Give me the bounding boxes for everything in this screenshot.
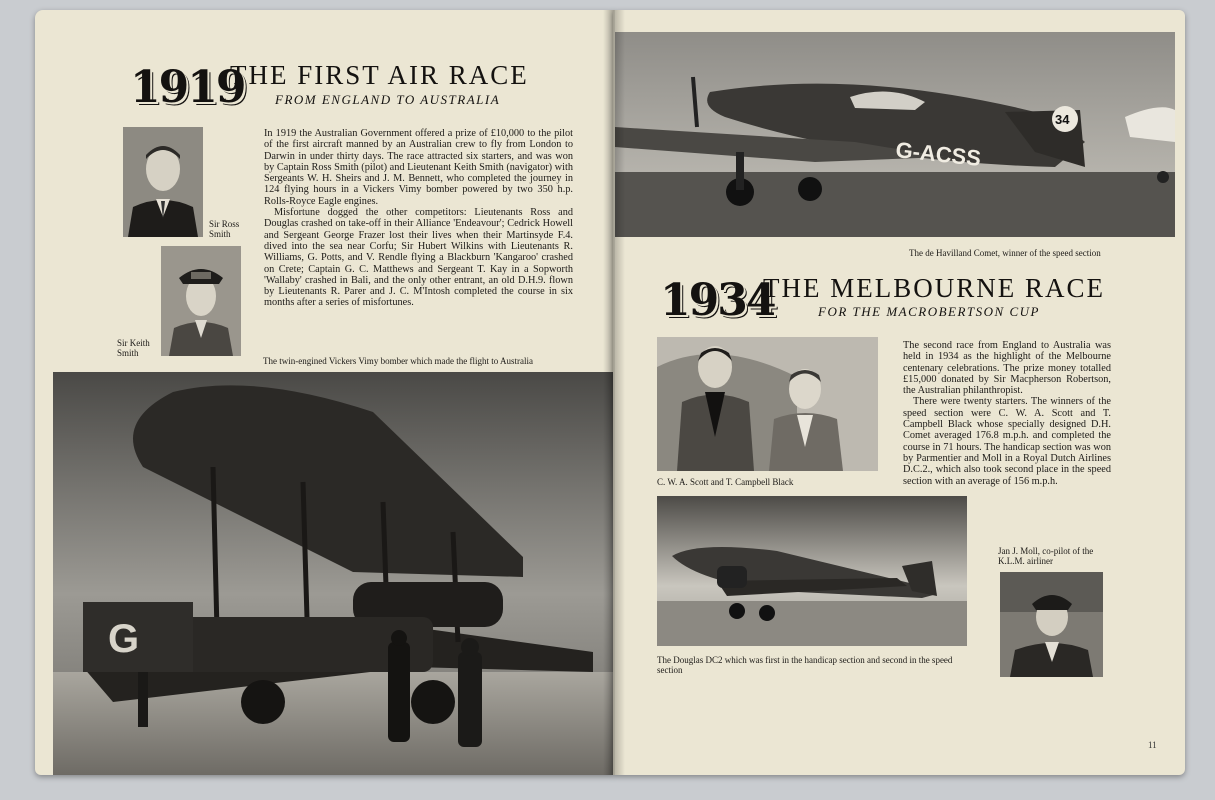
article-1934-text (903, 340, 1111, 487)
spine-gutter (603, 10, 625, 775)
page-subtitle-england-australia: FROM ENGLAND TO AUSTRALIA (275, 92, 501, 107)
vimy-registration-marking: G (108, 617, 140, 661)
portrait-jan-moll (1000, 572, 1103, 677)
photo-vickers-vimy (53, 372, 613, 775)
caption-jan-moll: Jan J. Moll, co-pilot of the K.L.M. airliner (998, 546, 1094, 566)
caption-keith-smith: Sir Keith Smith (117, 338, 150, 358)
caption-comet: The de Havilland Comet, winner of the speed section (909, 248, 1101, 258)
article-1934-paragraph-2: There were twenty starters. The winners of the speed section were C. W. A. Scott and T. Campbell Black whose specially designed D.H. Comet averaged 176.8 m.p.h. and completed the course in 71 hours. The handicap section was won by Parmentier and Moll in a Royal Dutch Airlines D.C.2., which also took second place in the speed section with an average of 156 m.p.h. (903, 396, 1111, 487)
magazine-spread (35, 10, 1185, 775)
photo-de-havilland-comet (615, 32, 1175, 237)
photo-scott-and-black (657, 337, 878, 471)
portrait-ross-smith-image (123, 127, 203, 237)
portrait-ross-smith (123, 127, 203, 237)
comet-race-number: 34 (1055, 112, 1070, 127)
year-1919: 1919 (130, 62, 245, 113)
vickers-vimy-bomber-image (53, 372, 613, 775)
douglas-dc2-image (657, 496, 967, 646)
portrait-keith-smith-image (161, 246, 241, 356)
portrait-jan-moll-image (1000, 572, 1103, 677)
page-title-melbourne-race: THE MELBOURNE RACE (763, 273, 1105, 303)
article-1934-paragraph-1: The second race from England to Australia was held in 1934 as the highlight of the Melbourne centenary celebrations. The prize money totalled £15,000 donated by Sir Macpherson Robertson, the Australian philanthropist. (903, 340, 1111, 397)
de-havilland-comet-image (615, 32, 1175, 237)
comet-registration: G-ACSS (894, 137, 983, 171)
scott-and-black-image (657, 337, 878, 471)
right-page (613, 10, 1185, 775)
year-1934: 1934 (660, 275, 775, 326)
page-number: 11 (1148, 740, 1157, 750)
caption-douglas-dc2: The Douglas DC2 which was first in the handicap section and second in the speed section (657, 655, 953, 675)
left-page (35, 10, 613, 775)
portrait-keith-smith (161, 246, 241, 356)
photo-douglas-dc2 (657, 496, 967, 646)
caption-vickers-vimy: The twin-engined Vickers Vimy bomber which made the flight to Australia (263, 356, 534, 366)
article-1919-text (264, 128, 573, 309)
page-subtitle-macrobertson-cup: FOR THE MACROBERTSON CUP (818, 304, 1040, 319)
caption-scott-and-black: C. W. A. Scott and T. Campbell Black (657, 477, 794, 487)
article-1919-paragraph-1: In 1919 the Australian Government offered a prize of £10,000 to the pilot of the first aircraft manned by an Australian crew to fly from London to Darwin in under thirty days. The race attracted six starters, and was won by Captain Ross Smith (pilot) and Lieutenant Keith Smith (navigator) with Sergeants W. H. Sheirs and J. M. Bennett, who completed the journey in 124 flying hours in a Vickers Vimy bomber powered by two 350 h.p. Rolls-Royce Eagle engines. (264, 128, 573, 207)
page-title-first-air-race: THE FIRST AIR RACE (230, 60, 529, 90)
article-1919-paragraph-2: Misfortune dogged the other competitors: Lieutenants Ross and Douglas crashed on take-off in their Alliance 'Endeavour'; Cedrick Howell and Sergeant George Frazer lost their lives when their Martinsyde F.4. dived into the sea near Corfu; Sir Hubert Wilkins with Lieutenants R. Williams, G. Potts, and V. Rendle flying a Blackburn 'Kangaroo' crashed on Crete; Captain G. C. Matthews and Sergeant T. Kay in a Sopworth 'Wallaby' crashed in Bali, and the only other entrant, an old D.H.9. flown by Lieutenants R. Parer and J. C. M'Intosh completed the course in six months after a series of misfortunes. (264, 207, 573, 309)
caption-ross-smith: Sir Ross Smith (209, 219, 240, 239)
